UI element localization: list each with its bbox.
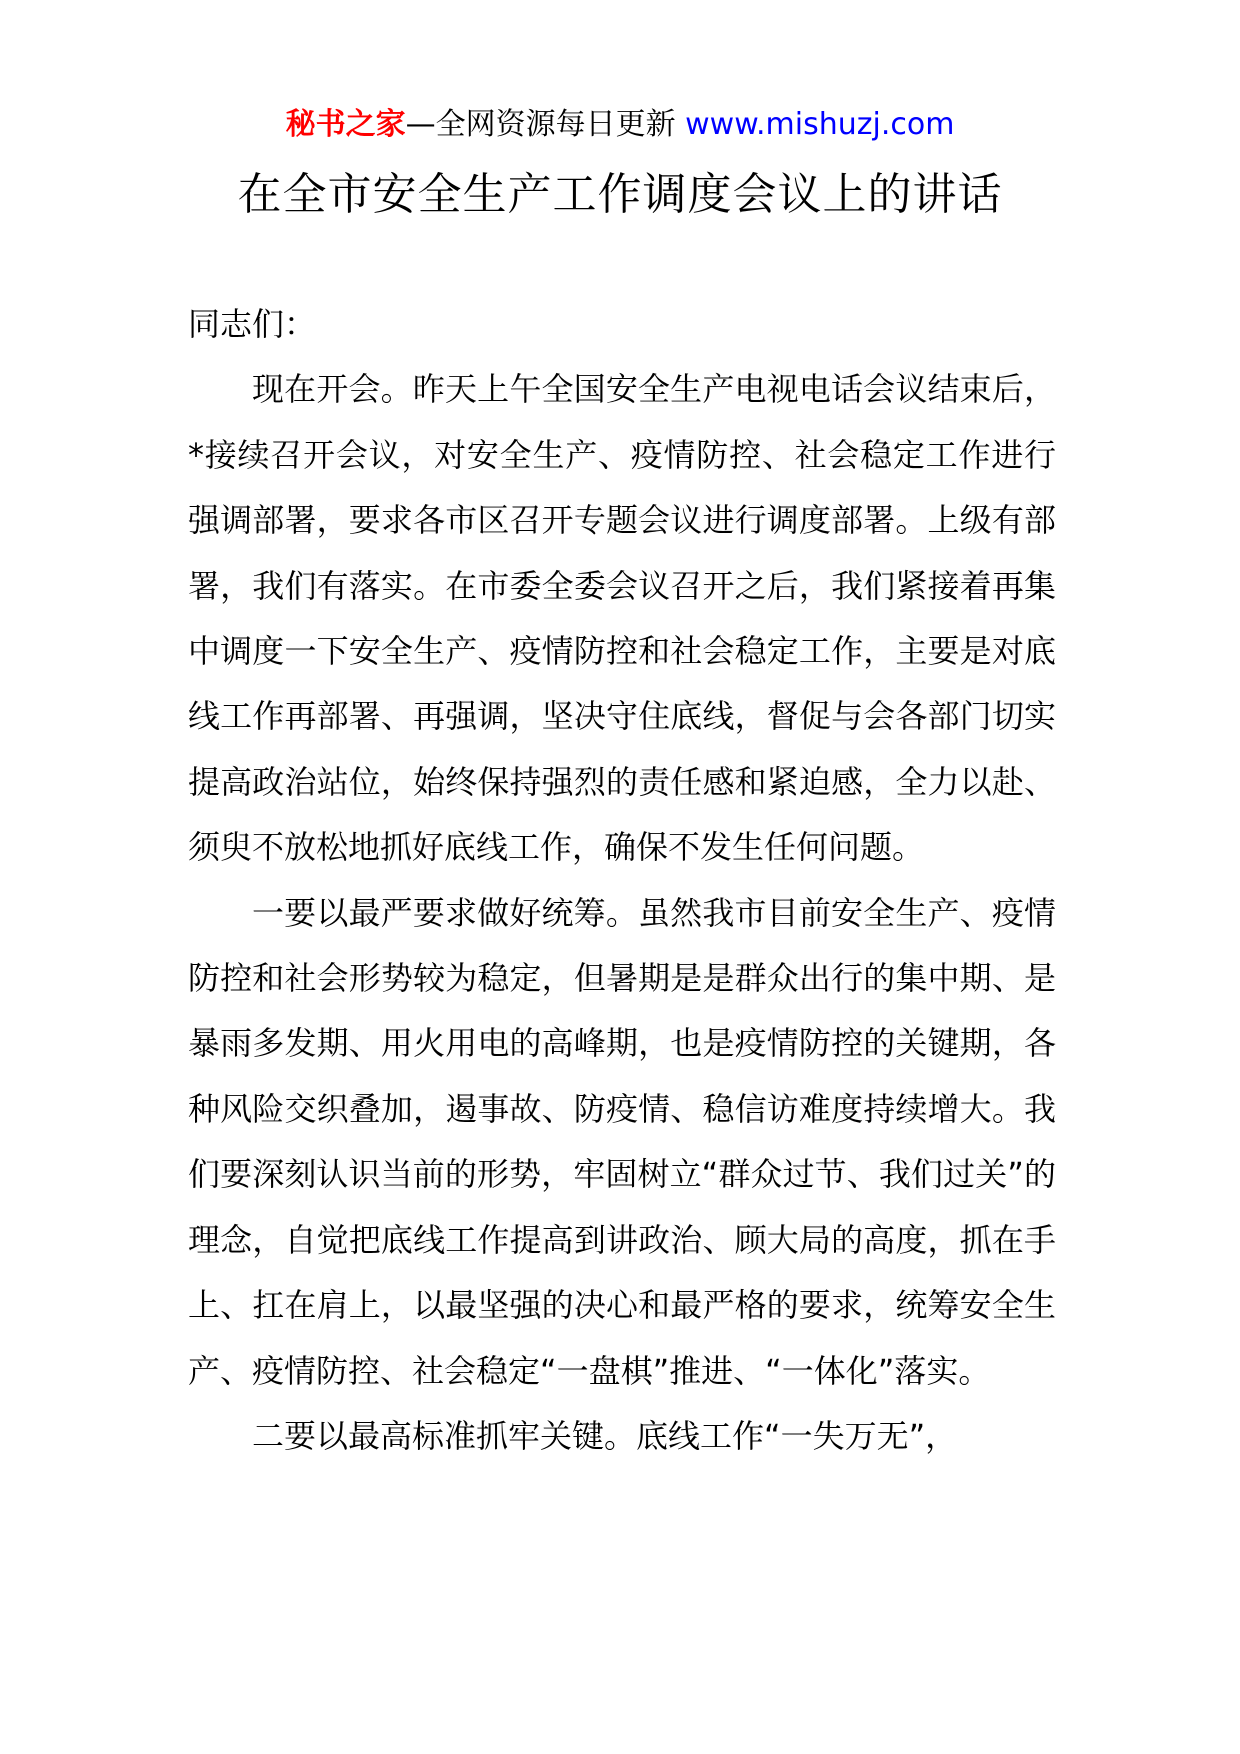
paragraph-point-one: 一要以最严要求做好统筹。虽然我市目前安全生产、疫情防控和社会形势较为稳定，但暑期是是群众出行的集中期、是暴雨多发期、用火用电的高峰期，也是疫情防控的关键期，各种风险交织叠加，遏事故、防疫情、稳信访难度持续增大。我们要深刻认识当前的形势，牢固树立“群众过节、我们过关”的理念，自觉把底线工作提高到讲政治、顾大局的高度，抓在手上、扛在肩上，以最坚强的决心和最严格的要求，统筹安全生产、疫情防控、社会稳定“一盘棋”推进、“一体化”落实。: [188, 893, 1056, 1390]
site-header: [0, 100, 1240, 150]
site-url-link[interactable]: www.mishuzj.com: [685, 107, 955, 142]
header-slogan: —全网资源每日更新: [405, 107, 686, 142]
paragraph-point-two: 二要以最高标准抓牢关键。底线工作“一失万无”，: [252, 1416, 958, 1455]
salutation: 同志们：: [188, 305, 317, 343]
paragraph-opening: 现在开会。昨天上午全国安全生产电视电话会议结束后，*接续召开会议，对安全生产、疫情防控、社会稳定工作进行强调部署，要求各市区召开专题会议进行调度部署。上级有部署，我们有落实。在市委全委会议召开之后，我们紧接着再集中调度一下安全生产、疫情防控和社会稳定工作，主要是对底线工作再部署、再强调，坚决守住底线，督促与会各部门切实提高政治站位，始终保持强烈的责任感和紧迫感，全力以赴、须臾不放松地抓好底线工作，确保不发生任何问题。: [188, 370, 1056, 867]
document-body: [188, 292, 1056, 1469]
document-title: 在全市安全生产工作调度会议上的讲话: [237, 169, 1003, 220]
brand-name: 秘书之家: [285, 107, 406, 142]
